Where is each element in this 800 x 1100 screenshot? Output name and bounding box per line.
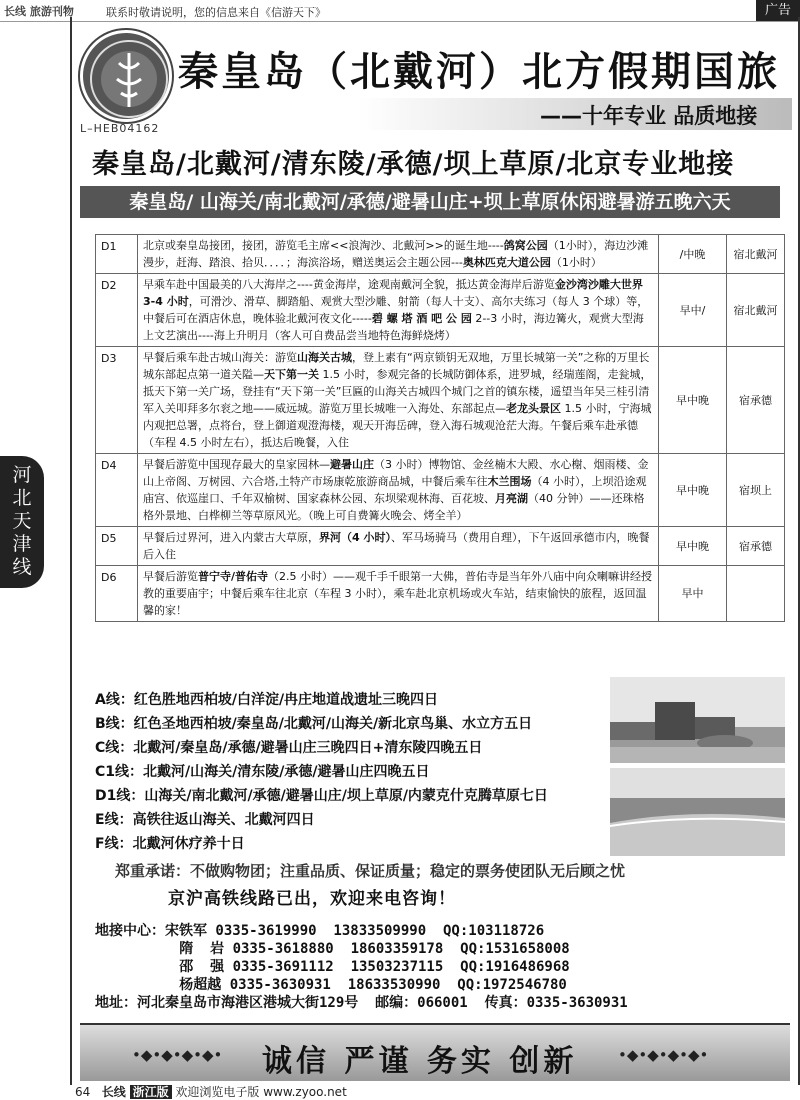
meal-cell: 早中/: [659, 274, 727, 347]
route-item: C1线：北戴河/山海关/清东陵/承德/避暑山庄四晚五日: [95, 764, 430, 780]
meal-cell: 早中: [659, 566, 727, 622]
itinerary-row: [96, 454, 785, 527]
stay-cell: 宿坝上: [727, 454, 785, 527]
promise-text: 郑重承诺：不做购物团；注重品质、保证质量；稳定的票务使团队无后顾之忧: [115, 862, 626, 880]
slogan: ——十年专业 品质地接: [540, 104, 758, 128]
description-cell: 早餐后游览普宁寺/普佑寺（2.5 小时）——观千手千眼第一大佛，普佑寺是当年外八庙中向众喇嘛讲经授教的重要庙宇；中餐后乘车往北京（车程 3 小时），乘车赴北京机场或火车站，结束愉快的旅程，返回温馨的家！: [138, 566, 659, 622]
edition-badge: 浙江版: [130, 1085, 172, 1099]
meal-cell: 早中晚: [659, 347, 727, 454]
contact-note: 联系时敬请说明，您的信息来自《信游天下》: [106, 6, 326, 19]
headline: 秦皇岛/北戴河/清东陵/承德/坝上草原/北京专业地接: [92, 149, 735, 180]
itinerary-row: [96, 235, 785, 274]
license-number: L–HEB04162: [80, 122, 160, 135]
contact-row: 杨超越 0335-3630931 18633530990 QQ:1972546780: [95, 977, 567, 993]
route-item: B线：红色圣地西柏坡/秦皇岛/北戴河/山海关/新北京鸟巢、水立方五日: [95, 716, 533, 732]
company-logo: [80, 30, 172, 122]
itinerary-row: [96, 566, 785, 622]
footer-section: 长线: [101, 1085, 126, 1099]
photo-beach: [610, 768, 785, 856]
motto: 诚信 严谨 务实 创新: [262, 1044, 578, 1079]
description-cell: 早餐后游览中国现存最大的皇家园林—避暑山庄（3 小时）博物馆、金丝楠木大殿、水心榭、烟雨楼、金山上帝阁、万树园、六合塔,土特产市场康乾旅游商品城，中餐后乘车往木兰围场（4 小时），上坝沿途观庙宫、依巡崖口、千年双榆树、国家森林公园、东坝梁观林海、百花坡、月亮湖（40 分钟）——还珠格格外景地、白桦柳兰等草原风光。（晚上可自费篝火晚会、烤全羊）: [138, 454, 659, 527]
contact-row: 邵 强 0335-3691112 13503237115 QQ:1916486968: [95, 959, 570, 975]
route-item: E线：高铁往返山海关、北戴河四日: [95, 812, 315, 828]
meal-cell: 早中晚: [659, 454, 727, 527]
contact-row: 隋 岩 0335-3618880 18603359178 QQ:1531658008: [95, 941, 570, 957]
address-row: 地址：河北秦皇岛市海港区港城大街129号 邮编：066001 传真：0335-3630931: [95, 995, 628, 1011]
stay-cell: 宿承德: [727, 527, 785, 566]
itinerary-row: [96, 347, 785, 454]
day-cell: D6: [96, 566, 138, 622]
page-footer: [75, 1083, 347, 1100]
route-item: C线：北戴河/秦皇岛/承德/避暑山庄三晚四日+清东陵四晚五日: [95, 740, 483, 756]
decoration-dots-right: •◆•◆•◆•◆•: [618, 1046, 709, 1064]
company-name: 秦皇岛（北戴河）北方假期国旅: [178, 49, 780, 95]
page-number: 64: [75, 1085, 91, 1099]
itinerary-row: [96, 527, 785, 566]
route-item: F线：北戴河休疗养十日: [95, 836, 245, 852]
route-list: [95, 688, 548, 856]
tour-title: 秦皇岛/ 山海关/南北戴河/承德/避暑山庄+坝上草原休闲避暑游五晚六天: [80, 186, 780, 218]
meal-cell: /中晚: [659, 235, 727, 274]
decoration-dots-left: •◆•◆•◆•◆•: [132, 1046, 223, 1064]
description-cell: 早餐后过界河，进入内蒙古大草原，界河（4 小时）、军马场骑马（费用自理），下午返回承德市内，晚餐后入住: [138, 527, 659, 566]
stay-cell: 宿北戴河: [727, 235, 785, 274]
stay-cell: [727, 566, 785, 622]
itinerary-row: [96, 274, 785, 347]
hotline-text: 京沪高铁线路已出，欢迎来电咨询！: [168, 889, 456, 909]
itinerary-table: [95, 234, 785, 622]
description-cell: 北京或秦皇岛接团，接团，游览毛主席<<浪淘沙、北戴河>>的诞生地----鸽窝公园（1小时），海边沙滩漫步，赶海、踏浪、拾贝．．．．；海滨浴场，赠送奥运会主题公园---奥林匹克大道公园（1小时）: [138, 235, 659, 274]
day-cell: D1: [96, 235, 138, 274]
side-tab: [0, 456, 44, 588]
day-cell: D5: [96, 527, 138, 566]
contact-row: 地接中心：宋铁军 0335-3619990 13833509990 QQ:103118726: [95, 923, 545, 939]
description-cell: 早乘车赴中国最美的八大海岸之----黄金海岸，途观南戴河全貌，抵达黄金海岸后游览金沙湾沙雕大世界 3-4 小时，可滑沙、滑草、脚踏船、观赏大型沙雕、射箭（每人十支）、高尔夫练习（每人 3 个球）等，中餐后可在酒店休息，晚体验北戴河夜文化-----碧 螺 塔 酒 吧 公 园 2--3 小时，海边篝火，观赏大型海上文艺演出----海上升明月（客人可自费品尝当地特色海鲜烧烤）: [138, 274, 659, 347]
day-cell: D2: [96, 274, 138, 347]
route-item: A线：红色胜地西柏坡/白洋淀/冉庄地道战遗址三晚四日: [95, 692, 439, 708]
stay-cell: 宿北戴河: [727, 274, 785, 347]
stay-cell: 宿承德: [727, 347, 785, 454]
meal-cell: 早中晚: [659, 527, 727, 566]
photo-great-wall: [610, 677, 785, 763]
footer-link[interactable]: 欢迎浏览电子版 www.zyoo.net: [175, 1085, 347, 1099]
side-tab-label: 河 北 天 津 线: [12, 464, 32, 578]
route-item: D1线：山海关/南北戴河/承德/避暑山庄/坝上草原/内蒙克什克腾草原七日: [95, 788, 548, 804]
magazine-brand: 长线 旅游刊物: [4, 5, 74, 18]
day-cell: D3: [96, 347, 138, 454]
ad-label: 广告: [756, 0, 800, 21]
day-cell: D4: [96, 454, 138, 527]
description-cell: 早餐后乘车赴古城山海关：游览山海关古城，登上素有“两京锁钥无双地，万里长城第一关”之称的万里长城东部起点第一道关隘—天下第一关 1.5 小时，参观完备的长城防御体系，进罗城，经瑞莲阁，走瓮城，抵天下第一关广场，登挂有“天下第一关”巨匾的山海关古城四个城门之首的镇东楼，遥望当年吴三桂引清军入关叩拜多尔衮之地——威远城。游览万里长城唯一入海处、东部起点—老龙头景区 1.5 小时，宁海城内观把总署，点将台，登上御道观澄海楼，观天开海岳碑，登入海石城观沧茫大海。午餐后乘车赴承德（车程 4.5 小时左右），抵达后晚餐，入住: [138, 347, 659, 454]
contact-block: [95, 922, 628, 1012]
